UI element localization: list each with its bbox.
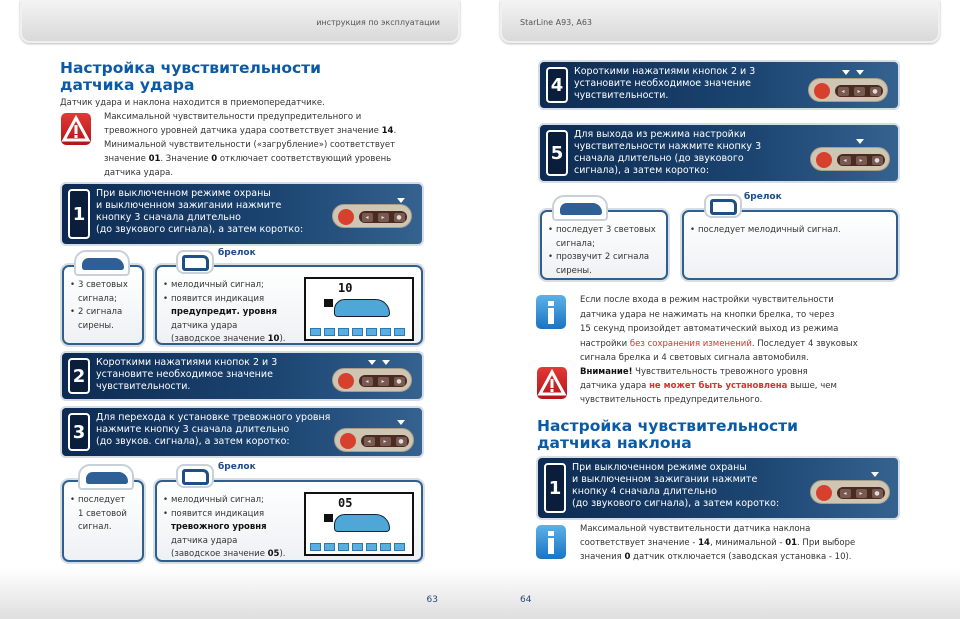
fob-result-list: • последует мелодичный сигнал. [690, 224, 841, 238]
step-5 [538, 123, 900, 183]
step-4 [538, 60, 900, 110]
section-title-shock-sensor: Настройка чувствительности датчика удара [60, 59, 322, 94]
fob-label: брелок [218, 462, 256, 472]
car-result-list: • 3 световых сигнала; • 2 сигнала сирены. [70, 279, 128, 333]
lcd-car-icon [334, 514, 390, 532]
step-text: При выключенном режиме охраны и выключенном зажигании нажмите кнопку 4 сначала длительно (до звукового сигнала), а затем коротко: [572, 462, 780, 509]
remote-fob-icon: ◂ ▸ ● [332, 204, 412, 228]
footer-band [480, 569, 960, 619]
step-text: Короткими нажатиями кнопок 2 и 3 установите необходимое значение чувствительности. [574, 66, 756, 101]
tilt-step-1 [536, 456, 900, 520]
step-1 [60, 182, 424, 246]
lcd-display: 05 [304, 492, 414, 556]
step-number: 1 [68, 189, 90, 239]
page-number: 63 [426, 595, 438, 605]
lcd-status-icons [310, 328, 405, 336]
arrow-down-icon [368, 360, 376, 365]
key-fob-icon [176, 464, 214, 488]
car-result-list: • последует 1 световой сигнал. [70, 494, 127, 535]
section-title-tilt-sensor: Настройка чувствительности датчика наклона [537, 417, 799, 452]
fob-result-box [682, 210, 898, 280]
header-text: инструкция по эксплуатации [316, 18, 440, 27]
arrow-down-icon [871, 472, 879, 477]
info-icon [536, 295, 566, 329]
attention-note: Внимание! Чувствительность тревожного уровня датчика удара не может быть установлена выше, чем чувствительность предупредительного. [580, 367, 837, 405]
fob-result-box [155, 480, 423, 562]
arrow-down-icon [382, 360, 390, 365]
header-band [20, 0, 460, 43]
page-number: 64 [520, 595, 532, 605]
fob-result-list: • мелодичный сигнал; • появится индикация тревожного уровня датчика удара (заводское значение 05). [163, 494, 286, 562]
step-number: 5 [546, 130, 568, 176]
step-number: 1 [544, 463, 566, 513]
warning-triangle-icon [61, 113, 91, 145]
key-fob-icon [704, 194, 742, 218]
step-number: 2 [68, 358, 90, 394]
car-result-box [62, 265, 144, 345]
fob-result-list: • мелодичный сигнал; • появится индикация предупредит. уровня датчика удара (заводское значение 10). [163, 279, 286, 347]
remote-fob-icon: ◂ ▸ ● [334, 428, 414, 452]
header-text: StarLine A93, A63 [520, 18, 593, 27]
footer-band [0, 569, 480, 619]
fob-button-1 [338, 209, 354, 225]
lcd-display: 10 [304, 277, 414, 341]
arrow-down-icon [842, 70, 850, 75]
step-text: Для выхода из режима настройки чувствительности нажмите кнопку 3 сначала длительно (до звукового сигнала), а затем коротко: [574, 129, 762, 176]
car-result-list: • последует 3 световых сигнала; • прозвучит 2 сигнала сирены. [548, 224, 656, 278]
info-note: Если после входа в режим настройки чувствительности датчика удара не нажимать на кнопки брелка, то через 15 секунд произойдет автоматический выход из режима настройки без сохранения изменений. Последует 4 звуковых сигнала брелка и 4 световых сигнала автомобиля. [580, 295, 858, 363]
step-3 [60, 406, 424, 458]
step-2 [60, 351, 424, 401]
step-text: Короткими нажатиями кнопок 2 и 3 установите необходимое значение чувствительности. [96, 357, 278, 392]
lcd-car-icon [334, 299, 390, 317]
lock-icon [324, 514, 333, 522]
car-icon [552, 195, 608, 221]
arrow-down-icon [397, 420, 405, 425]
car-result-box [62, 480, 144, 562]
arrow-down-icon [856, 70, 864, 75]
remote-fob-icon: ◂ ▸ ● [810, 147, 890, 171]
step-number: 3 [68, 413, 90, 451]
fob-label: брелок [218, 248, 256, 258]
info-icon [536, 525, 566, 559]
intro-text: Датчик удара и наклона находится в приемопередатчике. [60, 98, 325, 108]
lock-icon [324, 299, 333, 307]
header-band [500, 0, 940, 43]
car-icon [74, 250, 130, 276]
car-icon [78, 464, 134, 490]
page-64 [480, 0, 960, 619]
remote-fob-icon: ◂ ▸ ● [810, 480, 890, 504]
warning-text: Максимальной чувствительности предупредительного и тревожного уровней датчика удара соответствует значение 14. Минимальной чувствительности («загрубление») соответствует значение 01. Значение 0 отключает соответствующий уровень датчика удара. [104, 112, 397, 178]
tilt-info-note: Максимальной чувствительности датчика наклона соответствует значение - 14, минимальной - 01. При выборе значения 0 датчик отключается (заводская установка - 10). [580, 524, 856, 562]
arrow-down-icon [397, 198, 405, 203]
warning-triangle-icon [537, 367, 567, 399]
fob-result-box [155, 265, 423, 345]
remote-fob-icon: ◂ ▸ ● [808, 78, 888, 102]
fob-label: брелок [744, 192, 782, 202]
step-text: Для перехода к установке тревожного уровня нажмите кнопку 3 сначала длительно (до звуков. сигнала), а затем коротко: [96, 412, 331, 447]
step-text: При выключенном режиме охраны и выключенном зажигании нажмите кнопку 3 сначала длительно (до звукового сигнала), а затем коротко: [96, 188, 304, 235]
key-fob-icon [176, 250, 214, 274]
arrow-down-icon [856, 139, 864, 144]
step-number: 4 [546, 67, 568, 103]
lcd-status-icons [310, 543, 405, 551]
remote-fob-icon: ◂ ▸ ● [332, 368, 412, 392]
